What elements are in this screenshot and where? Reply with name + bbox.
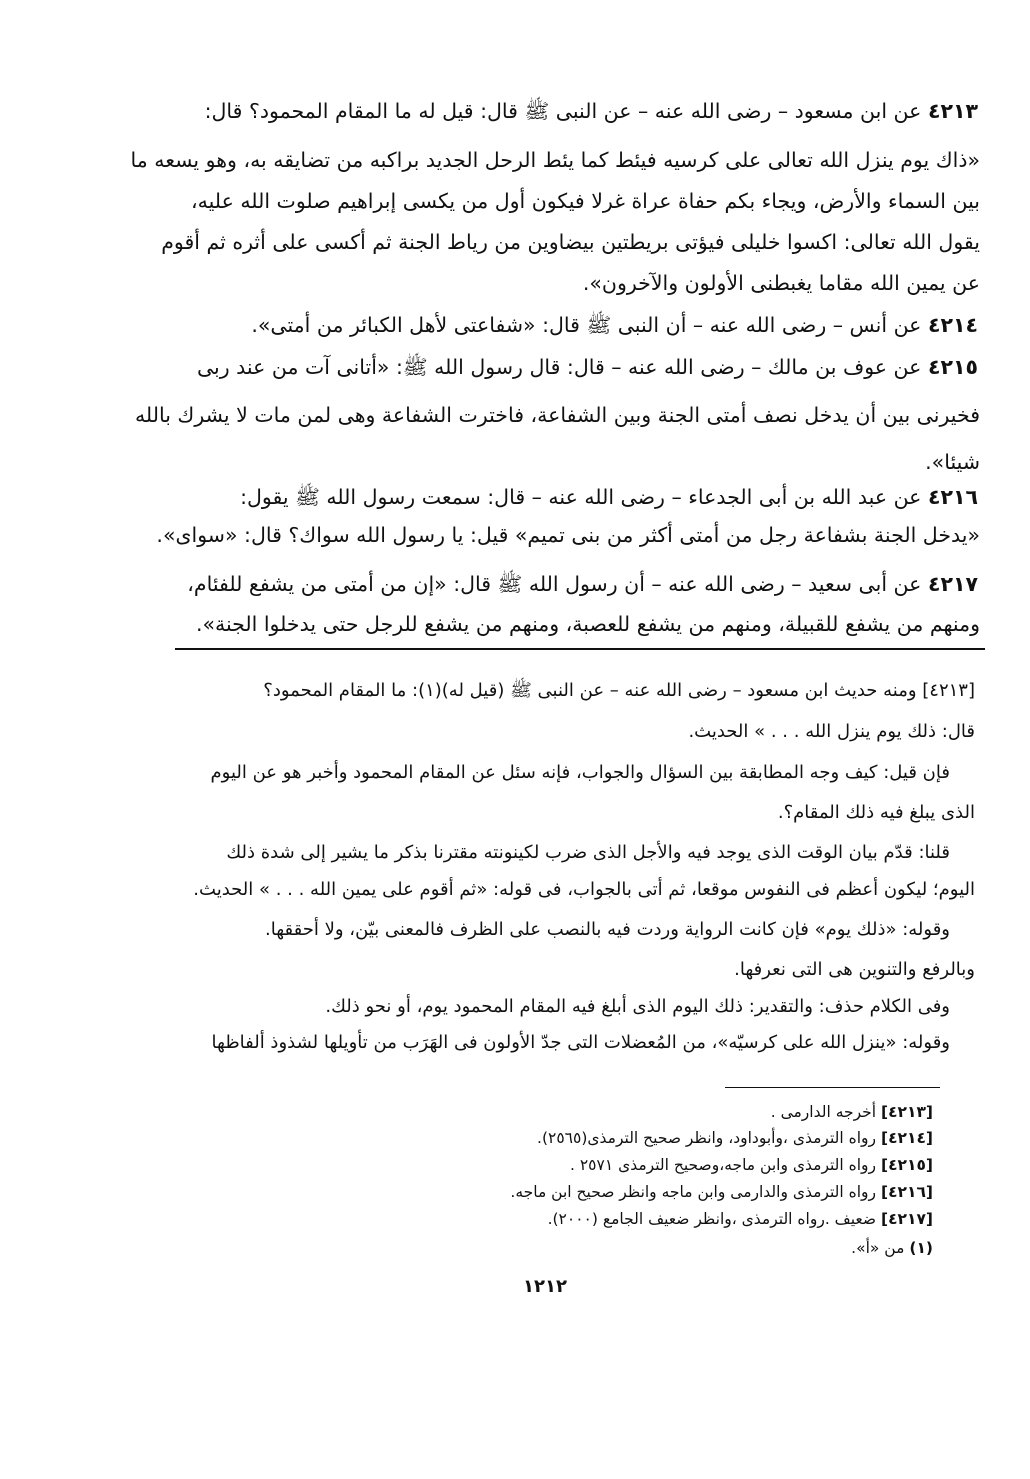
page-number: ١٢١٢ — [523, 1276, 567, 1297]
hadith-4215-line-1: ٤٢١٥ عن عوف بن مالك – رضى الله عنه – قال: قال رسول الله ﷺ: «أتانى آت من عند ربى — [196, 355, 978, 379]
commentary-line-7: وقوله: «ذلك يوم» فإن كانت الرواية وردت فيه بالنصب على الظرف فالمعنى بيّن، ولا أحققها. — [265, 919, 950, 940]
hadith-4216-line-1: ٤٢١٦ عن عبد الله بن أبى الجدعاء – رضى الله عنه – قال: سمعت رسول الله ﷺ يقول: — [240, 485, 978, 509]
hadith-4215-line-2: فخيرنى بين أن يدخل نصف أمتى الجنة وبين الشفاعة، فاخترت الشفاعة وهى لمن مات لا يشرك بالله — [134, 403, 980, 427]
commentary-line-1: [٤٢١٣] ومنه حديث ابن مسعود – رضى الله عنه – عن النبى ﷺ (قيل له)(١): ما المقام المحمود؟ — [263, 680, 975, 701]
hadith-4213-line-3: بين السماء والأرض، ويجاء بكم حفاة عراة غرلا فيكون أول من يكسى إبراهيم صلوت الله عليه، — [190, 189, 980, 213]
hadith-4213-line-4: يقول الله تعالى: اكسوا خليلى فيؤتى بريطتين بيضاوين من رياط الجنة ثم أكسى على أثره ثم أقوم — [161, 230, 980, 254]
hadith-4213-line-5: عن يمين الله مقاما يغبطنى الأولون والآخرون». — [582, 271, 980, 295]
footnote-divider — [725, 1087, 940, 1088]
footnote-4216: [٤٢١٦] رواه الترمذى والدارمى وابن ماجه وانظر صحيح ابن ماجه. — [510, 1183, 933, 1201]
section-divider — [175, 648, 985, 650]
hadith-number: ٤٢١٦ — [927, 485, 978, 509]
hadith-4215-line-3: شيئا». — [925, 450, 980, 474]
commentary-line-2: قال: ذلك يوم ينزل الله . . . » الحديث. — [688, 721, 975, 742]
hadith-4213-line-2: «ذاك يوم ينزل الله تعالى على كرسيه فيئط كما يئط الرحل الجديد براكبه من تضايقه به، وهو يسعه ما — [130, 148, 980, 172]
hadith-number: ٤٢١٤ — [927, 313, 978, 337]
footnote-4217: [٤٢١٧] ضعيف .رواه الترمذى ،وانظر ضعيف الجامع (٢٠٠٠). — [547, 1210, 933, 1228]
footnote-4213: [٤٢١٣] أخرجه الدارمى . — [770, 1103, 933, 1121]
hadith-4216-line-2: «يدخل الجنة بشفاعة رجل من أمتى أكثر من بنى تميم» قيل: يا رسول الله سواك؟ قال: «سواى». — [156, 523, 980, 547]
hadith-4217-line-2: ومنهم من يشفع للقبيلة، ومنهم من يشفع للعصبة، ومنهم من يشفع للرجل حتى يدخلوا الجنة». — [195, 612, 980, 636]
commentary-line-5: قلنا: قدّم بيان الوقت الذى يوجد فيه والأجل الذى ضرب لكينونته مقترنا بذكر ما يشير إلى شدة ذلك — [226, 842, 950, 863]
hadith-4217-line-1: ٤٢١٧ عن أبى سعيد – رضى الله عنه – أن رسول الله ﷺ قال: «إن من أمتى من يشفع للفئام، — [187, 572, 978, 596]
commentary-line-3: فإن قيل: كيف وجه المطابقة بين السؤال والجواب، فإنه سئل عن المقام المحمود وأخبر هو عن اليوم — [210, 762, 950, 783]
hadith-4213-line-1: ٤٢١٣ عن ابن مسعود – رضى الله عنه – عن النبى ﷺ قال: قيل له ما المقام المحمود؟ قال: — [204, 99, 978, 123]
footnote-4214: [٤٢١٤] رواه الترمذى ،وأبوداود، وانظر صحيح الترمذى(٢٥٦٥). — [537, 1129, 933, 1147]
commentary-line-8: وبالرفع والتنوين هى التى نعرفها. — [734, 959, 975, 980]
commentary-line-6: اليوم؛ ليكون أعظم فى النفوس موقعا، ثم أتى بالجواب، فى قوله: «ثم أقوم على يمين الله . . . » الحديث. — [193, 879, 975, 900]
commentary-line-9: وفى الكلام حذف: والتقدير: ذلك اليوم الذى أبلغ فيه المقام المحمود يوم، أو نحو ذلك. — [325, 996, 950, 1017]
hadith-number: ٤٢١٣ — [927, 99, 978, 123]
hadith-4214-line-1: ٤٢١٤ عن أنس – رضى الله عنه – أن النبى ﷺ قال: «شفاعتى لأهل الكبائر من أمتى». — [251, 313, 978, 337]
hadith-number: ٤٢١٥ — [927, 355, 978, 379]
footnote-1: (١) من «أ». — [851, 1239, 933, 1257]
hadith-number: ٤٢١٧ — [927, 572, 978, 596]
commentary-line-4: الذى يبلغ فيه ذلك المقام؟. — [777, 802, 975, 823]
footnote-4215: [٤٢١٥] رواه الترمذى وابن ماجه،وصحيح الترمذى ٢٥٧١ . — [570, 1156, 933, 1174]
commentary-line-10: وقوله: «ينزل الله على كرسيّه»، من المُعضلات التى جدّ الأولون فى الهَرَب من تأويلها لشذوذ ألفاظها — [211, 1032, 950, 1053]
